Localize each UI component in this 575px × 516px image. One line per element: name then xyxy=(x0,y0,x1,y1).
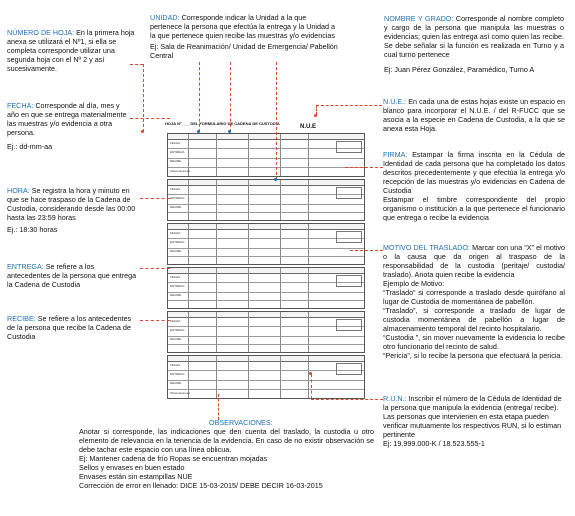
connector-line xyxy=(130,118,170,119)
row-label-recibe: RECIBE xyxy=(170,381,182,385)
row-divider xyxy=(168,292,364,293)
form-block-header xyxy=(168,224,364,230)
row-divider xyxy=(168,336,364,337)
connector-line xyxy=(311,374,312,399)
connector-line xyxy=(199,62,200,132)
column-divider xyxy=(216,134,217,176)
column-divider xyxy=(248,224,249,264)
motivo-note xyxy=(383,243,565,360)
column-divider xyxy=(216,224,217,264)
row-divider xyxy=(168,238,364,239)
observaciones-example: Sellos y envases en buen estado xyxy=(79,463,185,472)
run-example: Ej: 19.999.000-K / 18.523.555-1 xyxy=(383,439,485,448)
row-label-fecha: FECHA xyxy=(170,363,181,367)
column-divider xyxy=(308,224,309,264)
column-divider xyxy=(216,180,217,220)
row-label-observaciones: Observaciones xyxy=(170,169,191,173)
custody-form xyxy=(165,121,365,411)
unidad-text: Corresponde indicar la Unidad a la que pertenece la persona que efectúa la entrega y la Unidad a la que pertenece quien recibe las muestras y/o evidencias xyxy=(150,13,336,40)
form-block-header xyxy=(168,312,364,318)
connector-line xyxy=(276,62,277,180)
column-divider xyxy=(216,312,217,352)
row-label-fecha: FECHA xyxy=(170,275,181,279)
column-divider xyxy=(280,134,281,176)
column-divider xyxy=(188,268,189,308)
motivo-subheading: Ejemplo de Motivo: xyxy=(383,279,445,288)
entrega-note xyxy=(7,262,139,289)
row-label-recibe: RECIBE xyxy=(170,293,182,297)
row-divider xyxy=(168,204,364,205)
numero-hoja-text: En la primera hoja anexa se utilizará el Nº1, si ella se completa corresponde utilizar una segunda hoja con el Nº 2 y así sucesivamente. xyxy=(7,28,135,73)
row-divider xyxy=(168,300,364,301)
row-label-entrega: ENTREGA xyxy=(170,372,185,376)
column-divider xyxy=(308,356,309,398)
row-label-recibe: RECIBE xyxy=(170,205,182,209)
column-divider xyxy=(216,356,217,398)
motivo-item: “Traslado”, si corresponde a traslado de lugar de custodia momentánea de pabellón a lugar de almacenamiento temporal del recinto hospitalario. xyxy=(383,306,565,333)
signature-box[interactable] xyxy=(336,187,362,199)
column-divider xyxy=(308,268,309,308)
form-block-header xyxy=(168,356,364,362)
observaciones-heading: OBSERVACIONES: xyxy=(209,418,273,427)
hora-heading: HORA: xyxy=(7,186,30,195)
connector-dot xyxy=(228,130,231,133)
connector-line xyxy=(311,399,383,400)
row-divider xyxy=(168,344,364,345)
signature-box[interactable] xyxy=(336,363,362,375)
column-divider xyxy=(248,180,249,220)
column-divider xyxy=(280,224,281,264)
column-divider xyxy=(188,180,189,220)
connector-line xyxy=(143,64,144,132)
connector-line xyxy=(218,394,219,420)
connector-line xyxy=(140,198,170,199)
row-divider xyxy=(168,212,364,213)
nombre-grado-heading: NOMBRE Y GRADO: xyxy=(384,14,454,23)
row-divider xyxy=(168,380,364,381)
firma-heading: FIRMA: xyxy=(383,150,408,159)
form-block-header xyxy=(168,268,364,274)
entrega-heading: ENTREGA: xyxy=(7,262,44,271)
motivo-item: “Traslado” si corresponde a traslado desde quirófano al lugar de Custodia de momentánea de pabellón. xyxy=(383,288,565,306)
motivo-item: “Custodia ”, sin mover nuevamente la evidencia lo recibe otro funcionario del recinto de salud. xyxy=(383,333,565,351)
numero-hoja-heading: NÚMERO DE HOJA: xyxy=(7,28,75,37)
row-label-fecha: FECHA xyxy=(170,141,181,145)
row-label-entrega: ENTREGA xyxy=(170,196,185,200)
row-label-fecha: FECHA xyxy=(170,187,181,191)
nombre-grado-example: Ej: Juan Pérez González, Paramédico, Turno A xyxy=(384,65,535,74)
observaciones-example: Envases están sin estampillas NUE xyxy=(79,472,193,481)
observaciones-example: Corrección de error en llenado: DICE 15-03-2015/ DEBE DECIR 16-03-2015 xyxy=(79,481,323,490)
unidad-heading: UNIDAD: xyxy=(150,13,180,22)
recibe-note xyxy=(7,314,139,341)
connector-dot xyxy=(314,114,317,117)
run-text: Inscribir el número de la Cédula de Identidad de la persona que manipula la evidencia (entrega/ recibe). Las personas que intervienen en esta etapa pueden verificar mutuamente los respectivos RUN, si lo estiman pertinente xyxy=(383,394,562,439)
run-heading: R.U.N.: xyxy=(383,394,407,403)
unidad-example: Ej: Sala de Reanimación/ Unidad de Emergencia/ Pabellón Central xyxy=(150,42,338,60)
row-divider xyxy=(168,256,364,257)
observaciones-text: Anotar si corresponde, las indicaciones que den cuenta del traslado, la custodia u otro elemento de relevancia en la tenencia de la evidencia. En caso de no existir observación se debe tachar este espacio con una línea oblicua. xyxy=(79,427,374,454)
connector-line xyxy=(130,64,143,65)
row-label-entrega: ENTREGA xyxy=(170,328,185,332)
numero-hoja-note xyxy=(7,28,140,73)
row-label-recibe: RECIBE xyxy=(170,337,182,341)
connector-line xyxy=(140,268,170,269)
column-divider xyxy=(308,180,309,220)
row-label-recibe: RECIBE xyxy=(170,159,182,163)
row-divider xyxy=(168,248,364,249)
unidad-note xyxy=(150,13,340,60)
observaciones-note xyxy=(79,418,374,490)
column-divider xyxy=(248,134,249,176)
fecha-example: Ej.: dd-mm-aa xyxy=(7,142,53,151)
entrega-text: Se refiere a los antecedentes de la persona que entrega la Cadena de Custodia xyxy=(7,262,137,289)
row-divider xyxy=(168,158,364,159)
column-divider xyxy=(248,312,249,352)
nue-heading: N.U.E.: xyxy=(383,97,407,106)
form-block xyxy=(167,311,365,353)
row-divider xyxy=(168,370,364,371)
row-label-fecha: FECHA xyxy=(170,231,181,235)
fecha-text: Corresponde al día, mes y año en que se entrega materialmente las muestras y/o evidencia a otra persona. xyxy=(7,101,127,137)
row-label-fecha: FECHA xyxy=(170,319,181,323)
column-divider xyxy=(248,356,249,398)
row-label-entrega: ENTREGA xyxy=(170,284,185,288)
recibe-heading: RECIBE: xyxy=(7,314,36,323)
hora-note xyxy=(7,186,139,234)
form-block-header xyxy=(168,134,364,140)
recibe-text: Se refiere a los antecedentes de la persona que recibe la Cadena de Custodia xyxy=(7,314,132,341)
column-divider xyxy=(280,312,281,352)
row-label-entrega: ENTREGA xyxy=(170,150,185,154)
column-divider xyxy=(280,180,281,220)
row-divider xyxy=(168,167,364,168)
nombre-grado-text: Corresponde al nombre completo y cargo de la persona que manipula las muestras o evidencias; quien las entrega así como quien las recibe. Se debe señalar si la función es realizada en Turno y a cual turno pertenece xyxy=(384,14,564,59)
signature-box[interactable] xyxy=(336,275,362,287)
column-divider xyxy=(280,356,281,398)
connector-line xyxy=(345,167,383,168)
firma-note xyxy=(383,150,565,222)
hora-example: Ej.: 18:30 horas xyxy=(7,225,58,234)
connector-dot xyxy=(141,130,144,133)
motivo-heading: MOTIVO DEL TRASLADO: xyxy=(383,243,470,252)
row-label-observaciones: Observaciones xyxy=(170,391,191,395)
column-divider xyxy=(188,312,189,352)
form-block xyxy=(167,179,365,221)
form-block-header xyxy=(168,180,364,186)
row-label-entrega: ENTREGA xyxy=(170,240,185,244)
connector-dot xyxy=(274,178,277,181)
signature-box[interactable] xyxy=(336,319,362,331)
firma-text-2: Estampar el timbre correspondiente del propio organismo o institución a la que pertenece el funcionario que entrega o recibe la evidencia xyxy=(383,195,565,222)
row-divider xyxy=(168,148,364,149)
signature-box[interactable] xyxy=(336,141,362,153)
form-block xyxy=(167,133,365,177)
nue-text: En cada una de estas hojas existe un espacio en blanco para incorporar el N.U.E. / del R-FUCC que se asocia a la especie en Cadena de Custodia, a la que se anexa esta Hoja. xyxy=(383,97,565,133)
form-block xyxy=(167,223,365,265)
motivo-item: “Pericia”, si lo recibe la persona que efectuará la pericia. xyxy=(383,351,563,360)
column-divider xyxy=(248,268,249,308)
connector-dot xyxy=(309,372,312,375)
connector-line xyxy=(316,105,382,106)
column-divider xyxy=(216,268,217,308)
row-divider xyxy=(168,326,364,327)
fecha-note xyxy=(7,101,132,151)
hora-text: Se registra la hora y minuto en que se hace traspaso de la Cadena de Custodia, considerando desde las 00:00 hasta las 23:59 horas xyxy=(7,186,136,222)
column-divider xyxy=(188,224,189,264)
column-divider xyxy=(280,268,281,308)
run-note xyxy=(383,394,565,448)
signature-box[interactable] xyxy=(336,231,362,243)
connector-line xyxy=(350,250,383,251)
observaciones-example: Ej: Mantener cadena de frío Ropas se encuentran mojadas xyxy=(79,454,268,463)
connector-line xyxy=(140,320,170,321)
row-divider xyxy=(168,194,364,195)
nue-note xyxy=(383,97,565,133)
column-divider xyxy=(308,134,309,176)
column-divider xyxy=(308,312,309,352)
motivo-text: Marcar con una “X” el motivo o la causa que da origen al traspaso de la responsabilidad de la custodia (peritaje/ custodia/ traslado). Anota quien recibe la evidencia xyxy=(383,243,566,279)
form-nue-label: N.U.E xyxy=(300,124,317,130)
row-label-recibe: RECIBE xyxy=(170,249,182,253)
fecha-heading: FECHA: xyxy=(7,101,34,110)
firma-text: Estampar la firma inscrita en la Cédula de Identidad de cada persona que ha completado los datos descritos precedentemente y que efectúa la entrega y/o recepción de las muestras y/o evidencias en Cadena de Custodia xyxy=(383,150,565,195)
nombre-grado-note xyxy=(384,14,564,74)
form-block xyxy=(167,267,365,309)
row-divider xyxy=(168,282,364,283)
connector-dot xyxy=(197,130,200,133)
row-divider xyxy=(168,389,364,390)
connector-line xyxy=(230,62,231,132)
form-title: HOJA Nº ___ DEL FORMULARIO DE CADENA DE CUSTODIA xyxy=(165,121,280,126)
form-block xyxy=(167,355,365,399)
